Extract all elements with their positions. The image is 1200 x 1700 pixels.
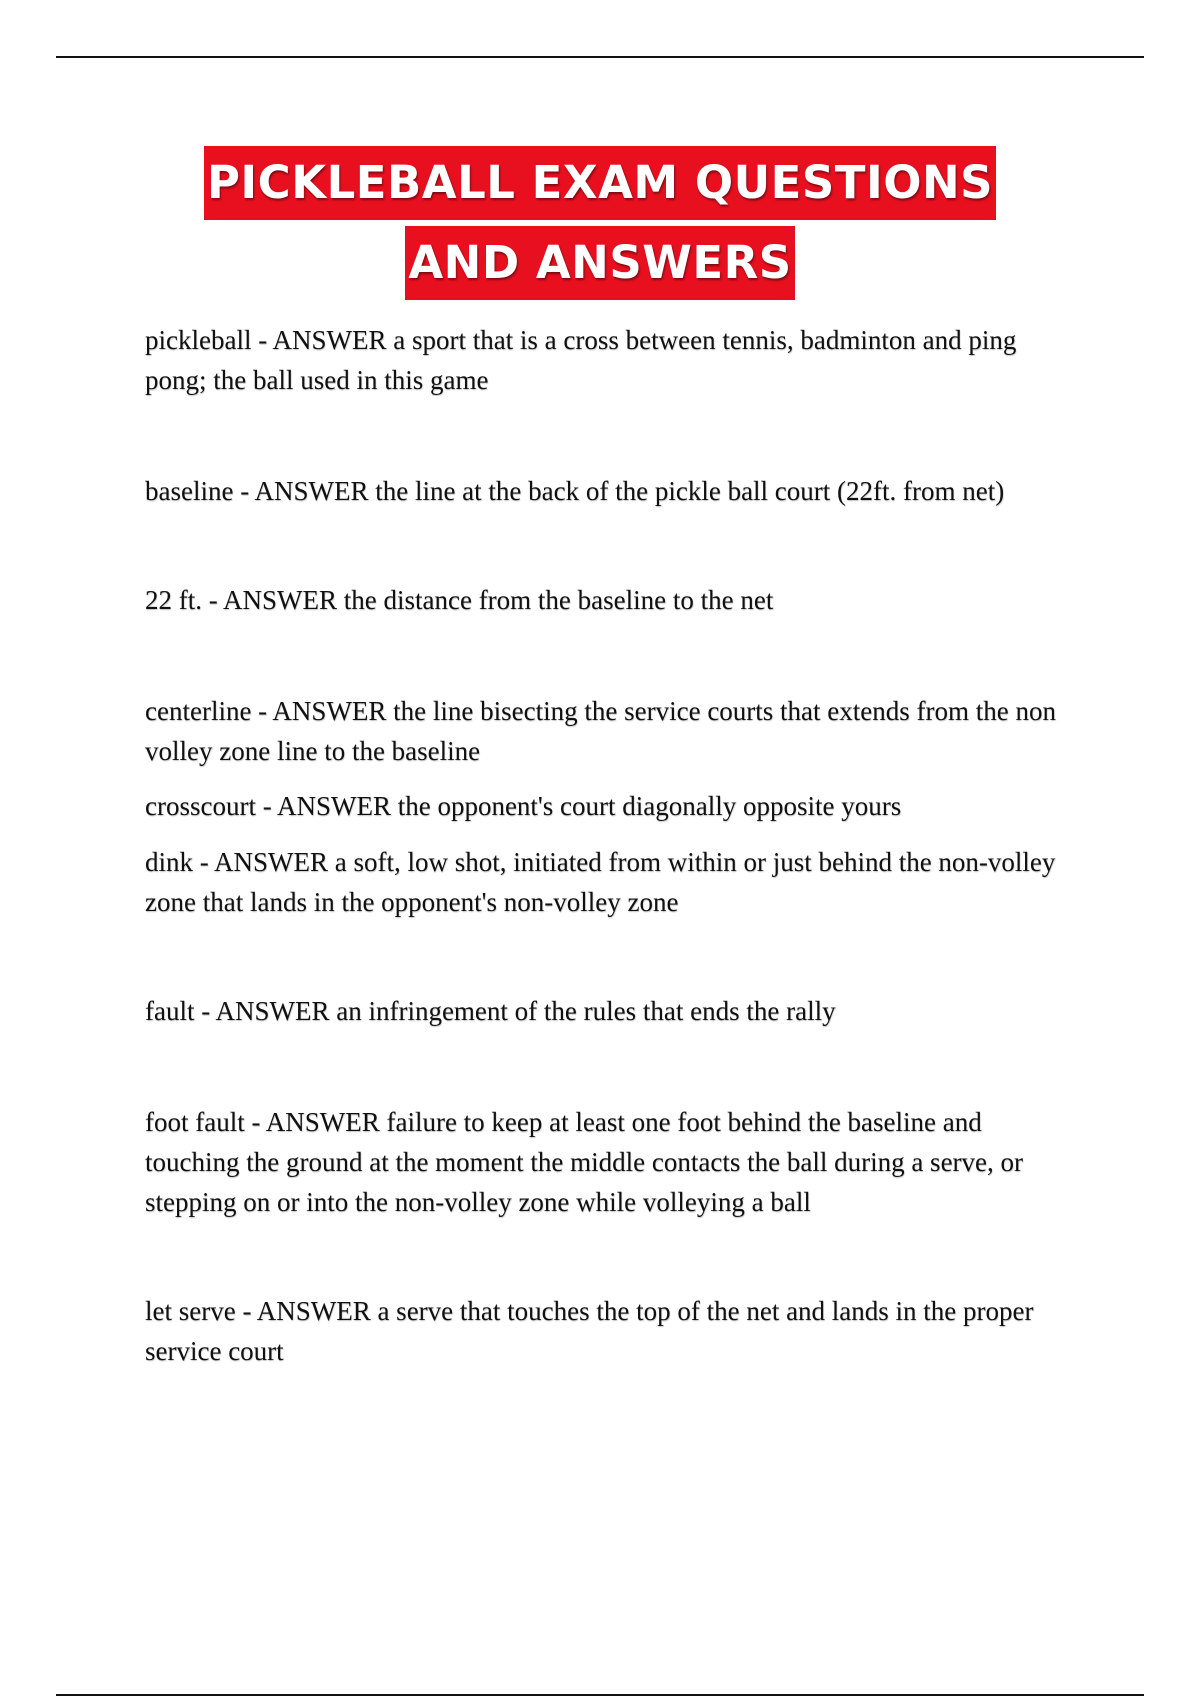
qa-item-dink: dink - ANSWER a soft, low shot, initiated from within or just behind the non-volley zone that lands in the opponent's non-volley zone: [145, 847, 1056, 917]
document-title: [0, 146, 1200, 300]
qa-item-baseline: baseline - ANSWER the line at the back of the pickle ball court (22ft. from net): [145, 476, 1005, 506]
qa-item-fault: fault - ANSWER an infringement of the rules that ends the rally: [145, 996, 836, 1026]
qa-item-22ft: 22 ft. - ANSWER the distance from the baseline to the net: [145, 585, 774, 615]
qa-item-foot-fault: foot fault - ANSWER failure to keep at least one foot behind the baseline and touching the ground at the moment the middle contacts the ball during a serve, or stepping on or into the non-volley zone while volleying a ball: [145, 1107, 1024, 1217]
title-line-2: AND ANSWERS: [405, 226, 794, 300]
footer-rule: [56, 1694, 1144, 1696]
qa-item-centerline: centerline - ANSWER the line bisecting the service courts that extends from the non volley zone line to the baseline: [145, 696, 1056, 766]
qa-item-crosscourt: crosscourt - ANSWER the opponent's court diagonally opposite yours: [145, 791, 902, 821]
title-line-1: PICKLEBALL EXAM QUESTIONS: [204, 146, 996, 220]
qa-item-let-serve: let serve - ANSWER a serve that touches the top of the net and lands in the proper service court: [145, 1296, 1034, 1366]
qa-item-pickleball: pickleball - ANSWER a sport that is a cross between tennis, badminton and ping pong; the ball used in this game: [145, 325, 1017, 395]
header-rule: [56, 56, 1144, 58]
